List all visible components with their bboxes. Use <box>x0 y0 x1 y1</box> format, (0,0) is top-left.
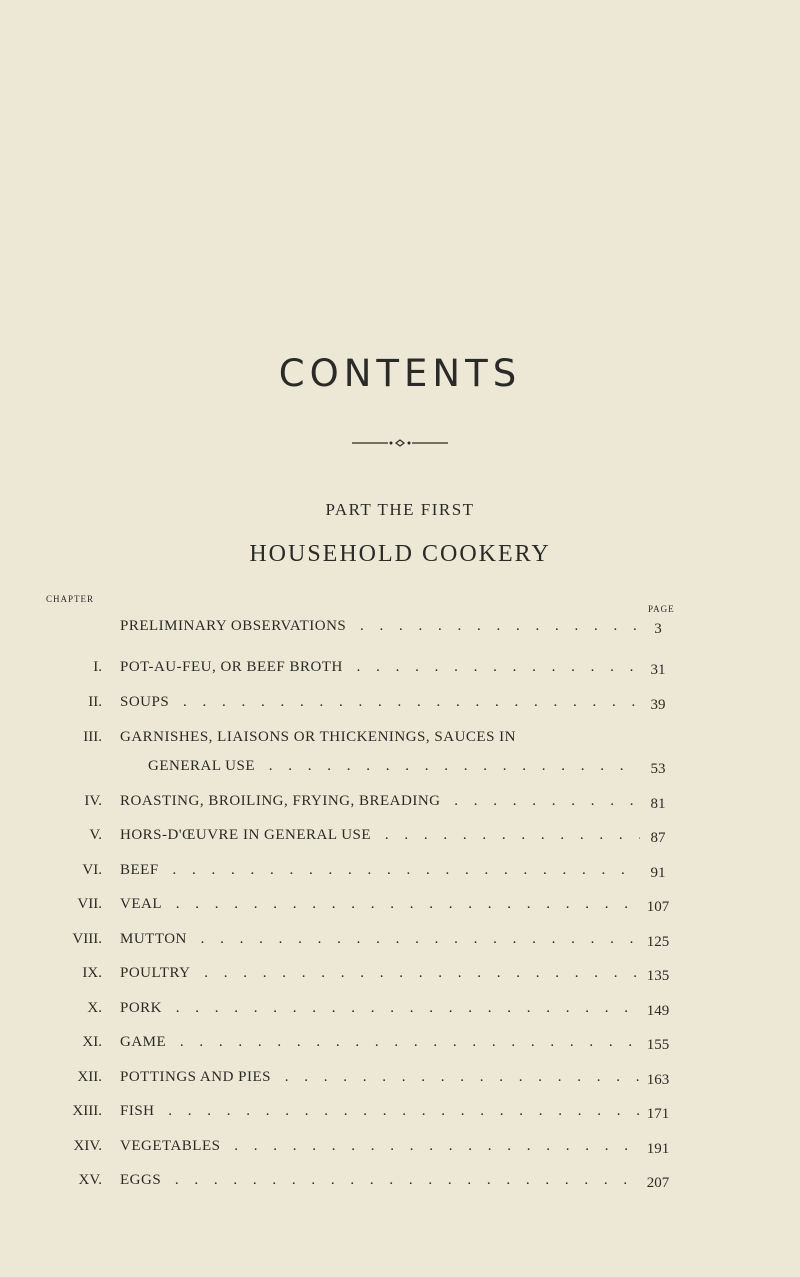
page-number: 149 <box>646 1003 670 1019</box>
chapter-number: II. <box>88 694 102 710</box>
chapter-number: XII. <box>77 1069 102 1085</box>
chapter-title-text: HORS-D'ŒUVRE IN GENERAL USE <box>120 827 375 843</box>
chapter-title-text: FISH <box>120 1103 159 1119</box>
chapter-title-text: POT-AU-FEU, OR BEEF BROTH <box>120 659 347 675</box>
chapter-title <box>120 827 640 844</box>
chapter-title <box>120 1172 640 1189</box>
chapter-title <box>120 659 640 676</box>
chapter-number: X. <box>87 1000 102 1016</box>
chapter-title-text: BEEF <box>120 862 163 878</box>
chapter-number: VI. <box>82 862 102 878</box>
page-number: 81 <box>650 796 666 812</box>
toc-entry[interactable] <box>0 929 800 955</box>
part-label: PART THE FIRST <box>325 500 475 519</box>
chapter-title <box>120 1103 640 1120</box>
toc-entry[interactable] <box>0 657 800 683</box>
page-number: 191 <box>646 1141 670 1157</box>
toc-entry[interactable] <box>0 616 800 642</box>
chapter-title-text: SOUPS <box>120 694 173 710</box>
page-number: 53 <box>650 761 666 777</box>
chapter-title-text: GAME <box>120 1034 170 1050</box>
toc-entry[interactable] <box>0 998 800 1024</box>
chapter-title <box>120 729 640 746</box>
chapter-number: I. <box>93 659 102 675</box>
chapter-number: V. <box>89 827 102 843</box>
chapter-title-text: EGGS <box>120 1172 165 1188</box>
chapter-title <box>120 618 640 635</box>
chapter-title-text: PORK <box>120 1000 166 1016</box>
page-number: 155 <box>646 1037 670 1053</box>
page-number: 39 <box>650 697 666 713</box>
toc-entry[interactable] <box>0 1170 800 1196</box>
page-title: CONTENTS <box>278 352 522 395</box>
toc-entry[interactable] <box>0 1067 800 1093</box>
chapter-title <box>120 1000 640 1017</box>
chapter-title <box>120 1034 640 1051</box>
toc-entry[interactable] <box>0 1032 800 1058</box>
toc-entry[interactable] <box>0 963 800 989</box>
page-number: 31 <box>650 662 666 678</box>
chapter-title-text: VEGETABLES <box>120 1138 224 1154</box>
chapter-number: VII. <box>77 896 102 912</box>
toc-entry[interactable] <box>0 1101 800 1127</box>
chapter-title-text: GENERAL USE <box>148 758 259 774</box>
toc-entry[interactable] <box>0 692 800 718</box>
chapter-title-text: VEAL <box>120 896 166 912</box>
toc-entry[interactable] <box>0 791 800 817</box>
toc-entry[interactable] <box>0 756 800 782</box>
page-number: 107 <box>646 899 670 915</box>
toc-entry[interactable] <box>0 894 800 920</box>
chapter-number: IX. <box>82 965 102 981</box>
chapter-title <box>148 758 640 775</box>
page-number: 135 <box>646 968 670 984</box>
chapter-title <box>120 965 640 982</box>
chapter-title-text: GARNISHES, LIAISONS OR THICKENINGS, SAUCES IN <box>120 729 520 745</box>
page-column-header: PAGE <box>648 604 675 614</box>
chapter-number: XV. <box>78 1172 102 1188</box>
chapter-title <box>120 896 640 913</box>
chapter-title-text: MUTTON <box>120 931 191 947</box>
chapter-title <box>120 1138 640 1155</box>
divider-ornament <box>352 439 448 447</box>
page-number: 171 <box>646 1106 670 1122</box>
page-number: 87 <box>650 830 666 846</box>
chapter-title <box>120 793 640 810</box>
page-number: 3 <box>654 621 662 637</box>
chapter-column-header: CHAPTER <box>46 594 95 604</box>
page-number: 163 <box>646 1072 670 1088</box>
chapter-title-text: ROASTING, BROILING, FRYING, BREADING <box>120 793 445 809</box>
toc-entry[interactable] <box>0 825 800 851</box>
chapter-title <box>120 862 640 879</box>
chapter-number: III. <box>83 729 102 745</box>
chapter-title-text: POULTRY <box>120 965 194 981</box>
toc-entry[interactable] <box>0 860 800 886</box>
page-number: 207 <box>646 1175 670 1191</box>
section-title: HOUSEHOLD COOKERY <box>249 541 551 567</box>
chapter-number: XIV. <box>73 1138 102 1154</box>
chapter-title <box>120 694 640 711</box>
chapter-title-text: PRELIMINARY OBSERVATIONS <box>120 618 350 634</box>
chapter-title <box>120 931 640 948</box>
toc-entry[interactable] <box>0 727 800 753</box>
chapter-title <box>120 1069 640 1086</box>
chapter-number: IV. <box>84 793 102 809</box>
chapter-title-text: POTTINGS AND PIES <box>120 1069 275 1085</box>
chapter-number: XI. <box>82 1034 102 1050</box>
chapter-number: XIII. <box>72 1103 102 1119</box>
page-number: 125 <box>646 934 670 950</box>
page-number: 91 <box>650 865 666 881</box>
toc-entry[interactable] <box>0 1136 800 1162</box>
chapter-number: VIII. <box>72 931 102 947</box>
